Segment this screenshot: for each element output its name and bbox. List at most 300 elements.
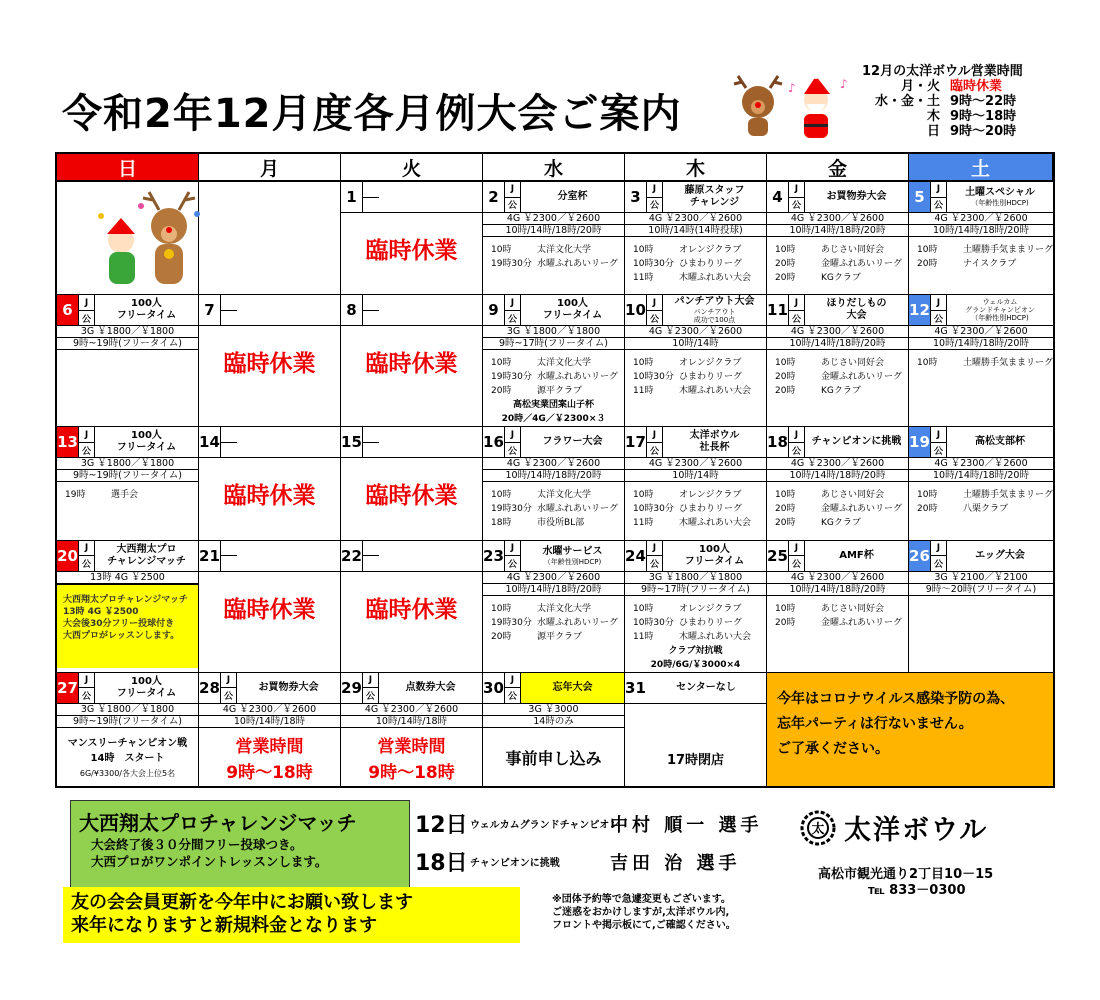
activity-row <box>775 356 908 370</box>
calendar-day <box>909 295 1053 427</box>
logo-text: 太洋ボウル <box>844 815 989 846</box>
times: 14時のみ <box>483 716 624 728</box>
event-name <box>237 427 340 457</box>
j-label: J <box>789 427 804 443</box>
jk-label <box>788 427 805 457</box>
event-title: 点数券大会 <box>405 681 456 693</box>
event-name <box>95 673 198 703</box>
k-label: 公 <box>507 691 517 702</box>
closed-label: 臨時休業 <box>223 483 316 510</box>
activity-row <box>633 384 766 398</box>
activity-name: オレンジクラブ <box>678 358 742 369</box>
day-header-4: 木 <box>625 154 767 182</box>
event-name <box>947 295 1053 325</box>
day-number: 1 <box>346 188 357 206</box>
activity-time: 11時 <box>632 518 654 529</box>
cell-header <box>341 673 482 704</box>
activity-row <box>775 257 908 271</box>
activity-row <box>633 516 766 530</box>
activity-row <box>491 384 624 398</box>
day-header-6: 土 <box>909 154 1053 182</box>
activity-name: 選手会 <box>111 490 139 501</box>
k-label: 公 <box>649 201 659 212</box>
closed-label: 臨時休業 <box>365 351 458 378</box>
jk-label <box>646 182 663 212</box>
k-label <box>221 556 237 571</box>
day-number: 24 <box>625 546 646 565</box>
activity-name: 太洋文化大学 <box>536 245 591 255</box>
day-header-0: 日 <box>57 154 199 182</box>
activity-time: 19時30分 <box>490 617 532 628</box>
activity-row <box>491 616 624 630</box>
special-event: 20時/6G/￥3000×4 <box>650 659 741 670</box>
event-subtitle: フリータイム <box>116 310 177 322</box>
activity-name: KGクラブ <box>820 386 861 397</box>
day-number: 20 <box>57 541 78 571</box>
hours-heading: 12月の太洋ボウル営業時間 <box>862 64 1023 79</box>
logo-emblem-icon <box>800 810 836 846</box>
challenge-line: 大西プロがワンポイントレッスンします。 <box>91 854 328 869</box>
corona-line: 今年はコロナウイルス感染予防の為、 <box>776 690 1015 707</box>
special-event: クラブ対抗戦 <box>668 645 723 656</box>
box-line: 大会後30分フリー投球付き <box>63 618 175 629</box>
cell-header <box>625 182 766 213</box>
cell-header <box>483 673 624 704</box>
day-number: 21 <box>199 546 220 565</box>
cell-header <box>909 427 1053 458</box>
activity-time: 10時 <box>632 358 654 369</box>
fee: 3G ￥1800／￥1800 <box>57 458 198 470</box>
event-title: ウェルカム <box>982 298 1018 307</box>
special-event: 高松実業団案山子杯 <box>512 400 594 411</box>
times: 10時/14時/18時/20時 <box>767 338 908 350</box>
calendar-day <box>909 541 1053 673</box>
activities <box>625 596 766 672</box>
k-label: 公 <box>507 446 517 457</box>
event-title: AMF杯 <box>839 549 874 561</box>
k-label: 公 <box>507 314 517 325</box>
event-name <box>663 427 766 457</box>
activity-time: 10時 <box>774 490 796 501</box>
day-header-5: 金 <box>767 154 909 182</box>
j-label: J <box>647 427 662 443</box>
activity-name: 土曜勝手気ままリーグ <box>962 245 1053 255</box>
activity-row <box>775 384 908 398</box>
activity-row <box>633 488 766 502</box>
activities <box>767 596 908 630</box>
event-subtitle: グランドチャンピオン <box>965 306 1035 315</box>
closing-time-note: 17時閉店 <box>666 752 725 768</box>
event-name <box>947 541 1053 571</box>
cell-header <box>909 541 1053 572</box>
event-name <box>521 673 624 703</box>
activity-name: オレンジクラブ <box>678 490 742 501</box>
day-number: 16 <box>483 433 504 452</box>
event-subtitle: （年齢性別HDCP) <box>543 557 602 566</box>
fee: 4G ￥2300／￥2600 <box>483 572 624 584</box>
activity-row <box>775 271 908 285</box>
k-label <box>363 443 379 458</box>
activities <box>625 350 766 398</box>
jk-label <box>504 541 521 571</box>
times: 10時/14時/18時 <box>341 716 482 728</box>
activities <box>909 350 1053 370</box>
day-number: 23 <box>483 546 504 565</box>
activity-name: ひまわりリーグ <box>678 372 742 383</box>
times: 10時/14時/18時/20時 <box>483 584 624 596</box>
times: 10時/14時/18時 <box>199 716 340 728</box>
event-name <box>947 427 1053 457</box>
times: 10時/14時/18時/20時 <box>909 470 1053 482</box>
challenge-heading: 大西翔太プロチャレンジマッチ <box>79 811 357 835</box>
activity-time: 20時 <box>490 386 512 397</box>
k-label: 公 <box>649 559 659 570</box>
event-name <box>947 182 1053 212</box>
activity-time: 20時 <box>774 518 796 529</box>
activities <box>767 350 908 398</box>
fee: 4G ￥2300／￥2600 <box>909 213 1053 225</box>
activity-row <box>917 356 1053 370</box>
k-label: 公 <box>933 201 943 212</box>
activities <box>625 482 766 530</box>
cell-header <box>625 673 766 704</box>
activity-row <box>775 602 908 616</box>
fee: 13時 4G ￥2500 <box>57 572 198 584</box>
activities <box>625 237 766 285</box>
jk-label <box>930 182 947 212</box>
activity-row <box>633 502 766 516</box>
activity-time: 10時 <box>632 603 654 614</box>
activities <box>483 237 624 271</box>
jk-label <box>362 182 379 212</box>
activity-time: 10時 <box>490 603 512 614</box>
event-title: センターなし <box>676 681 736 693</box>
cell-header <box>57 295 198 326</box>
event-note: 成功で100点 <box>693 316 736 325</box>
times: 9時~19時(フリータイム) <box>57 470 198 482</box>
jk-label <box>646 295 663 325</box>
activities <box>483 350 624 426</box>
activity-row <box>491 370 624 384</box>
jk-label <box>930 427 947 457</box>
calendar-day <box>341 182 483 295</box>
activities <box>767 237 908 285</box>
times: 10時/14時/18時/20時 <box>483 470 624 482</box>
activity-time: 11時 <box>632 631 654 642</box>
k-label: 公 <box>81 691 91 702</box>
event-name <box>646 673 766 703</box>
activity-time: 10時 <box>490 490 512 501</box>
activity-row <box>491 630 624 644</box>
day-number: 14 <box>199 433 220 452</box>
corona-line: 忘年パーティは行ないません。 <box>776 715 973 732</box>
calendar-day <box>57 182 199 295</box>
j-label <box>363 541 379 557</box>
cell-header <box>767 427 908 458</box>
note-line: 6G/¥3300/各大会上位5名 <box>79 768 176 778</box>
big-line: 営業時間 <box>377 736 446 757</box>
event-name <box>521 427 624 457</box>
activities <box>909 596 1053 602</box>
activities <box>57 350 198 356</box>
day-number: 30 <box>483 678 504 697</box>
k-label: 公 <box>933 559 943 570</box>
jk-label <box>220 295 237 325</box>
calendar-day <box>341 427 483 540</box>
activity-name: 水曜ふれあいリーグ <box>536 259 618 269</box>
jk-label <box>930 295 947 325</box>
day-number: 9 <box>488 301 499 320</box>
event-title: 高松支部杯 <box>974 436 1025 448</box>
day-number: 19 <box>909 427 930 457</box>
activity-time: 19時30分 <box>490 372 532 383</box>
event-note: （年齢性別HDCP) <box>971 314 1029 323</box>
k-label: 公 <box>507 201 517 212</box>
member-renewal-notice: 友の会会員更新を今年中にお願い致します 来年になりますと新規料金となります <box>63 887 520 943</box>
cell-header <box>199 541 340 572</box>
activity-name: 木曜ふれあい大会 <box>678 631 751 642</box>
event-name <box>237 541 340 571</box>
jk-label <box>362 541 379 571</box>
event-name <box>379 295 482 325</box>
j-label <box>363 295 379 311</box>
event-subtitle: チャレンジマッチ <box>107 555 186 567</box>
activities <box>483 482 624 530</box>
day-number: 4 <box>772 188 783 206</box>
day-number: 7 <box>204 301 215 320</box>
calendar-day <box>199 673 341 786</box>
activity-name: 土曜勝手気ままリーグ <box>962 358 1053 369</box>
activities <box>767 482 908 530</box>
day-number: 26 <box>909 541 930 571</box>
activity-row <box>633 370 766 384</box>
j-label: J <box>505 295 520 311</box>
activity-row <box>491 502 624 516</box>
calendar-day <box>483 182 625 295</box>
event-name <box>805 182 908 212</box>
monthly-champion-note <box>57 728 198 781</box>
event-name <box>95 295 198 325</box>
calendar-day <box>483 541 625 673</box>
fee: 4G ￥2300／￥2600 <box>909 326 1053 338</box>
k-label: 公 <box>365 691 375 702</box>
event-subtitle: チャレンジ <box>689 197 740 208</box>
cell-header <box>767 182 908 213</box>
fee: 4G ￥2300／￥2600 <box>767 572 908 584</box>
fee: 3G ￥2100／￥2100 <box>909 572 1053 584</box>
activity-name: 木曜ふれあい大会 <box>678 518 751 529</box>
day-number: 8 <box>346 301 357 320</box>
event-name <box>805 427 908 457</box>
jk-label <box>362 673 379 703</box>
special-event: 20時／4G／￥2300×３ <box>501 414 606 425</box>
activity-row <box>491 257 624 271</box>
svg-text:♪: ♪ <box>788 81 796 95</box>
j-label: J <box>505 541 520 557</box>
activity-time: 20時 <box>774 386 796 397</box>
activity-row <box>775 502 908 516</box>
activity-name: 水曜ふれあいリーグ <box>536 372 618 383</box>
day-number: 31 <box>625 678 646 697</box>
note-line: 14時 スタート <box>90 752 165 764</box>
day-number: 12 <box>909 295 930 325</box>
calendar-day <box>199 541 341 673</box>
activity-time: 20時 <box>916 504 938 515</box>
activity-name: 木曜ふれあい大会 <box>678 386 751 397</box>
day-number: 6 <box>57 295 78 325</box>
fee: 4G ￥2300／￥2600 <box>199 704 340 716</box>
times: 10時/14時 <box>625 338 766 350</box>
activity-row <box>775 516 908 530</box>
closed-label: 臨時休業 <box>365 238 458 264</box>
j-label: J <box>647 541 662 557</box>
activity-time: 10時 <box>916 245 938 255</box>
cell-header <box>625 541 766 572</box>
k-label <box>221 443 237 458</box>
fee: 3G ￥3000 <box>483 704 624 716</box>
times: 10時/14時/18時/20時 <box>483 225 624 237</box>
day-number: 2 <box>488 188 499 206</box>
j-label: J <box>505 427 520 443</box>
calendar-day <box>483 295 625 427</box>
k-label: 公 <box>933 314 943 325</box>
activity-time: 20時 <box>774 259 796 269</box>
j-label: J <box>931 541 946 557</box>
event-name <box>805 295 908 325</box>
closed-label: 臨時休業 <box>365 596 458 623</box>
j-label: J <box>789 295 804 311</box>
jk-label <box>220 541 237 571</box>
j-label: J <box>931 182 946 198</box>
challenge-box <box>57 584 198 668</box>
event-title: パンチアウト大会 <box>674 296 755 308</box>
times: 9時~19時(フリータイム) <box>57 338 198 350</box>
event-title: チャンピオンに挑戦 <box>811 436 902 448</box>
activity-name: KGクラブ <box>820 518 861 529</box>
fee: 4G ￥2300／￥2600 <box>625 213 766 225</box>
times: 10時/14時/18時/20時 <box>767 584 908 596</box>
box-line: 13時 4G ￥2500 <box>63 606 139 617</box>
day-number: 25 <box>767 546 788 565</box>
event-name <box>805 541 908 571</box>
activity-name: 金曜ふれあいリーグ <box>820 617 902 628</box>
svg-text:♪: ♪ <box>840 77 848 91</box>
cell-header <box>341 541 482 572</box>
event-subtitle: フリータイム <box>116 442 177 454</box>
k-label: 公 <box>649 446 659 457</box>
j-label <box>221 295 237 311</box>
activity-name: 源平クラブ <box>536 386 582 397</box>
fee: 3G ￥1800／￥1800 <box>625 572 766 584</box>
activity-row <box>633 356 766 370</box>
reindeer-girl-illustration <box>81 192 201 302</box>
activity-name: 水曜ふれあいリーグ <box>536 617 618 628</box>
fee: 4G ￥2300／￥2600 <box>625 458 766 470</box>
activity-name: 太洋文化大学 <box>536 490 591 501</box>
closed-label: 臨時休業 <box>365 483 458 510</box>
day-number: 28 <box>199 678 220 697</box>
jk-label <box>788 295 805 325</box>
fee: 4G ￥2300／￥2600 <box>767 326 908 338</box>
event-title: 大西翔太プロ <box>116 543 177 555</box>
activity-row <box>633 257 766 271</box>
event-name <box>663 295 766 325</box>
cell-header <box>57 427 198 458</box>
calendar-day <box>341 673 483 786</box>
jk-label <box>78 541 95 571</box>
activity-name: あじさい同好会 <box>820 245 884 255</box>
calendar-day <box>483 673 625 786</box>
cell-header <box>767 295 908 326</box>
activity-time: 10時 <box>916 358 938 369</box>
times: 10時/14時 <box>625 470 766 482</box>
activity-name: 市役所BL部 <box>536 518 585 529</box>
activity-row <box>917 243 1053 257</box>
j-label: J <box>505 673 520 689</box>
event-calendar <box>55 152 1055 788</box>
calendar-day <box>767 541 909 673</box>
calendar-day <box>909 427 1053 540</box>
activity-time: 10時 <box>632 490 654 501</box>
event-subtitle: フリータイム <box>542 310 603 322</box>
calendar-day <box>341 541 483 673</box>
k-label: 公 <box>507 559 517 570</box>
activity-time: 11時 <box>632 386 654 397</box>
taiyo-bowl-logo <box>800 808 988 847</box>
k-label <box>363 556 379 571</box>
big-line: 9時～18時 <box>368 762 455 783</box>
jk-label <box>78 427 95 457</box>
activity-row <box>917 488 1053 502</box>
j-label <box>363 427 379 443</box>
activity-name: あじさい同好会 <box>820 358 884 369</box>
activity-time: 19時30分 <box>490 504 532 515</box>
j-label: J <box>789 182 804 198</box>
cell-header <box>57 673 198 704</box>
jk-label <box>504 673 521 703</box>
activity-name: 金曜ふれあいリーグ <box>820 504 902 515</box>
activity-time: 20時 <box>774 372 796 383</box>
event-title: 100人 <box>131 675 162 687</box>
activity-time: 10時 <box>632 245 654 255</box>
cell-header <box>625 427 766 458</box>
j-label: J <box>931 295 946 311</box>
calendar-day <box>767 295 909 427</box>
times: 10時/14時/18時/20時 <box>767 225 908 237</box>
day-number: 13 <box>57 427 78 457</box>
cell-header <box>199 673 340 704</box>
day-number: 5 <box>909 182 930 212</box>
event-name <box>95 427 198 457</box>
jk-label <box>504 427 521 457</box>
hours-row: 水・金・土 9時～22時 <box>874 94 1017 109</box>
jk-label <box>788 182 805 212</box>
fee: 4G ￥2300／￥2600 <box>767 458 908 470</box>
activity-row <box>775 616 908 630</box>
champion-row: 12日 ウェルカムグランドチャンピオン 中村 順一 選手 <box>415 813 763 838</box>
k-label: 公 <box>791 314 801 325</box>
day-number: 18 <box>767 433 788 452</box>
activities <box>483 596 624 644</box>
fee: 3G ￥1800／￥1800 <box>57 326 198 338</box>
cell-header <box>767 541 908 572</box>
cell-header <box>909 295 1053 326</box>
event-title: 土曜スペシャル <box>965 187 1035 198</box>
k-label: 公 <box>649 314 659 325</box>
activity-row <box>491 516 624 530</box>
fee: 4G ￥2300／￥2600 <box>341 704 482 716</box>
calendar-day <box>625 295 767 427</box>
